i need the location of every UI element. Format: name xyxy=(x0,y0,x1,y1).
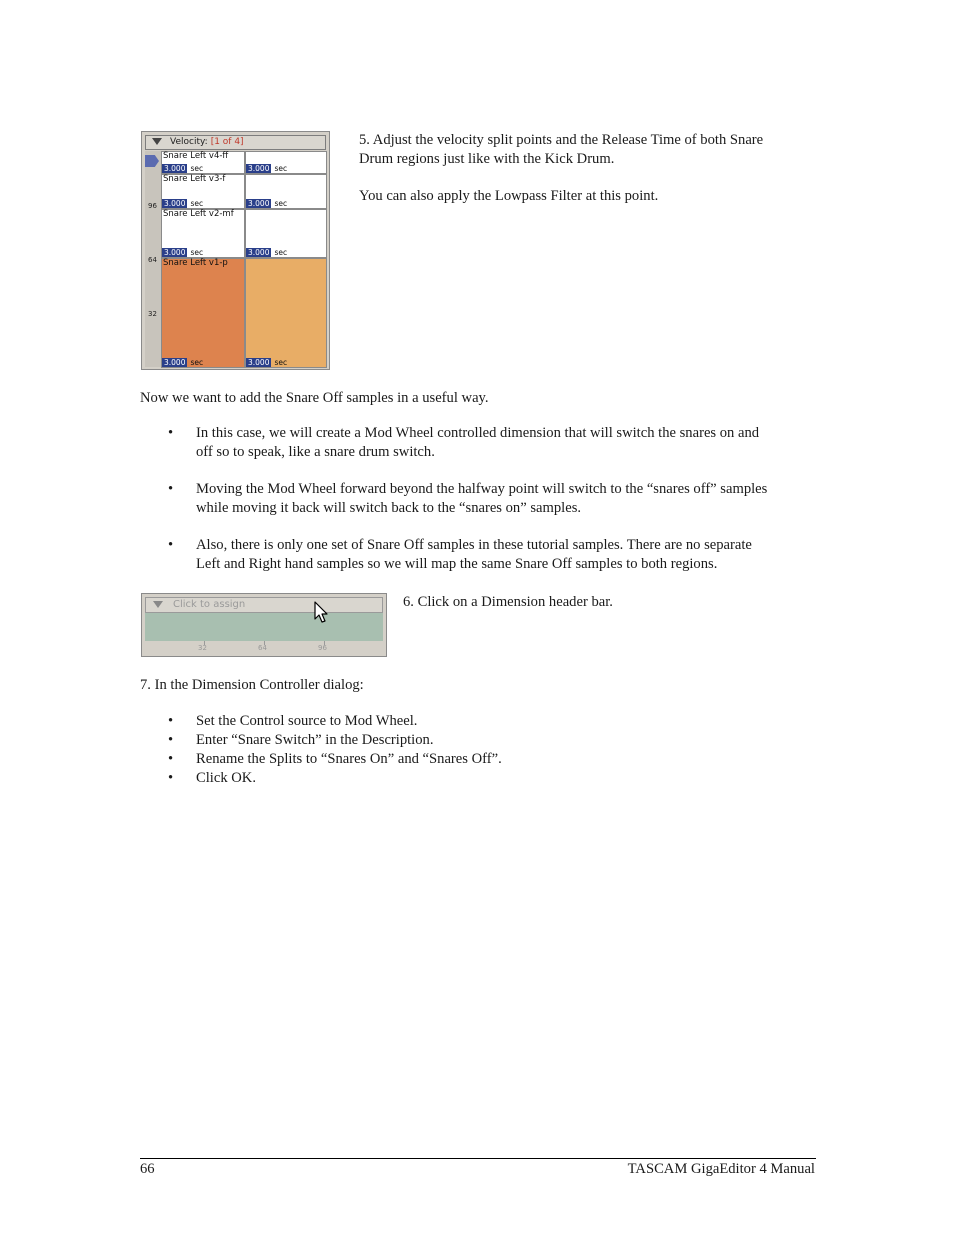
dimension-scale xyxy=(145,641,383,653)
release-time[interactable]: 3.000 sec xyxy=(164,248,204,257)
collapse-triangle-icon[interactable] xyxy=(153,601,163,608)
velocity-region-right[interactable] xyxy=(245,151,327,174)
list-item: • Enter “Snare Switch” in the Description. xyxy=(168,732,434,748)
step-5-text xyxy=(359,131,819,206)
velocity-header-bar[interactable] xyxy=(145,135,326,150)
intro-paragraph: Now we want to add the Snare Off samples in a useful way. xyxy=(140,390,489,406)
velocity-region-count: [1 of 4] xyxy=(210,137,244,147)
list-item: • Moving the Mod Wheel forward beyond the halfway point will switch to the “snares off” samples while moving it back will switch back to the “snares on” samples. xyxy=(168,481,768,516)
mouse-cursor-icon xyxy=(314,601,330,625)
velocity-tick: 64 xyxy=(148,256,157,264)
step-5-note: You can also apply the Lowpass Filter at this point. xyxy=(359,188,659,204)
velocity-region-right[interactable] xyxy=(245,209,327,258)
list-item: • In this case, we will create a Mod Wheel controlled dimension that will switch the snares on and off so to speak, like a snare drum switch. xyxy=(168,425,760,460)
bullet-list-1 xyxy=(140,424,820,574)
list-item: • Set the Control source to Mod Wheel. xyxy=(168,713,418,729)
dimension-header-panel xyxy=(141,593,387,657)
step-5-line-1: 5. Adjust the velocity split points and the Release Time of both Snare xyxy=(359,132,764,148)
velocity-region-left[interactable] xyxy=(161,209,245,258)
velocity-header-label: Velocity: xyxy=(170,137,208,147)
release-time[interactable]: 3.000 sec xyxy=(164,358,204,367)
region-name: Snare Left v2-mf xyxy=(163,209,234,219)
list-item: • Click OK. xyxy=(168,770,256,786)
scale-tick: 64 xyxy=(258,644,267,652)
step-6-text: 6. Click on a Dimension header bar. xyxy=(403,594,613,610)
region-name: Snare Left v3-f xyxy=(163,174,226,184)
scale-tick: 96 xyxy=(318,644,327,652)
velocity-region-left[interactable] xyxy=(161,174,245,209)
velocity-region-left[interactable] xyxy=(161,151,245,174)
release-time[interactable]: 3.000 sec xyxy=(248,358,288,367)
release-time[interactable]: 3.000 sec xyxy=(248,248,288,257)
velocity-region-right-selected[interactable] xyxy=(245,258,327,368)
step-7-text: 7. In the Dimension Controller dialog: xyxy=(140,677,364,693)
velocity-tick: 32 xyxy=(148,310,157,318)
region-name: Snare Left v4-ff xyxy=(163,151,229,161)
velocity-region-left-selected[interactable] xyxy=(161,258,245,368)
footer-rule xyxy=(140,1158,816,1159)
release-time[interactable]: 3.000 sec xyxy=(164,199,204,208)
list-item: • Rename the Splits to “Snares On” and “Snares Off”. xyxy=(168,751,502,767)
step-5-line-2: Drum regions just like with the Kick Drum. xyxy=(359,151,615,167)
collapse-triangle-icon[interactable] xyxy=(152,138,162,145)
scale-tick: 32 xyxy=(198,644,207,652)
release-time[interactable]: 3.000 sec xyxy=(248,164,288,173)
bullet-list-2 xyxy=(140,712,820,788)
release-time[interactable]: 3.000 sec xyxy=(164,164,204,173)
velocity-dimension-panel xyxy=(141,131,330,370)
release-time[interactable]: 3.000 sec xyxy=(248,199,288,208)
region-name: Snare Left v1-p xyxy=(163,258,228,268)
velocity-region-right[interactable] xyxy=(245,174,327,209)
dimension-header-bar[interactable] xyxy=(145,597,383,613)
dimension-region-area[interactable] xyxy=(145,613,383,641)
velocity-tick: 96 xyxy=(148,202,157,210)
list-item: • Also, there is only one set of Snare Off samples in these tutorial samples. There are no separate Left and Right hand samples so we will map the same Snare Off samples to both regions. xyxy=(168,537,752,572)
page-number: 66 xyxy=(140,1161,155,1177)
footer-title: TASCAM GigaEditor 4 Manual xyxy=(627,1161,815,1177)
dimension-header-label: Click to assign xyxy=(173,599,246,610)
